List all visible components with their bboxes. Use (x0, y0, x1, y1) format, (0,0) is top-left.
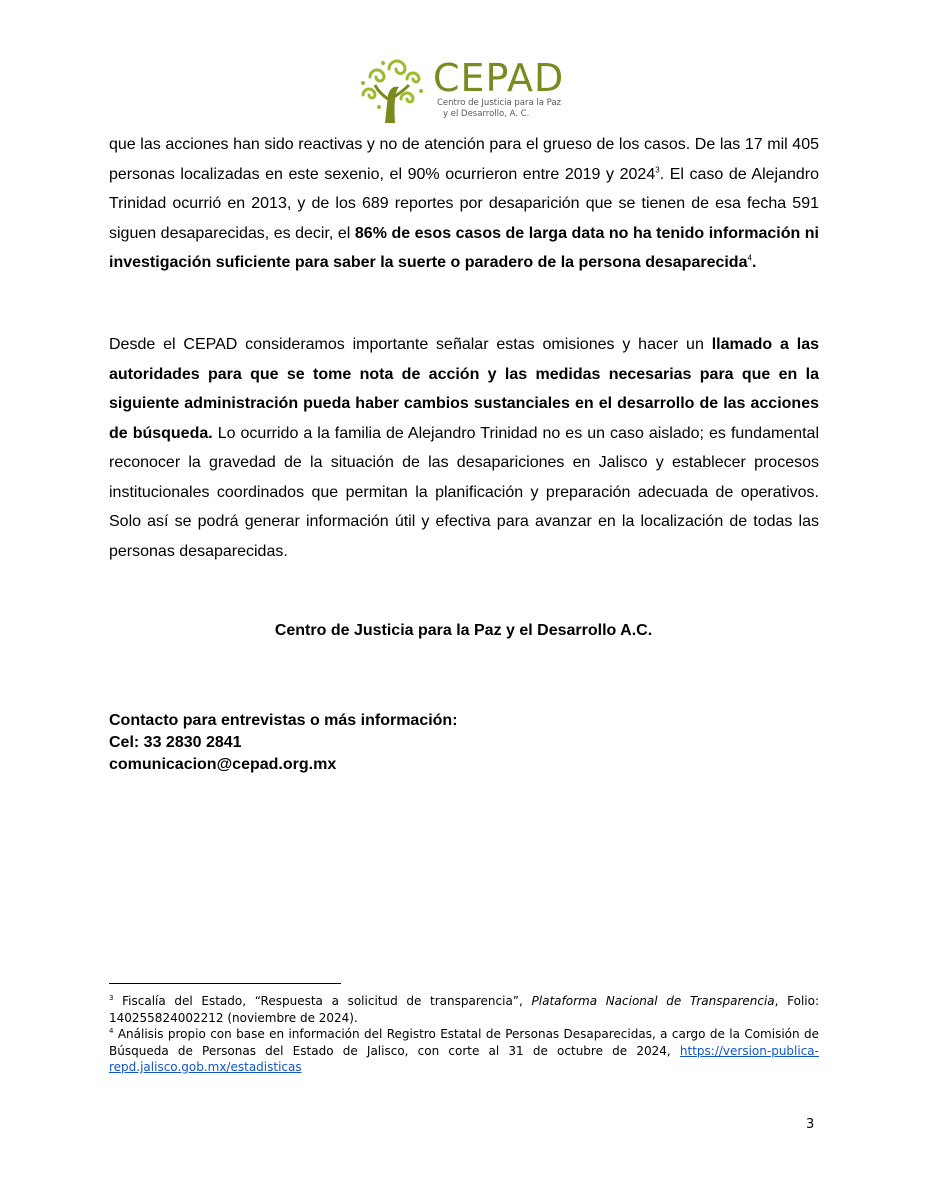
paragraph-statistics (109, 130, 819, 278)
footnote-4 (109, 1026, 819, 1076)
footnote-text: , Folio: 140255824002212 (noviembre de 2024). (109, 994, 820, 1025)
paragraph-call-to-action (109, 330, 819, 566)
organization-signature: Centro de Justicia para la Paz y el Desarrollo A.C. (274, 622, 653, 639)
footnote-3 (109, 993, 819, 1026)
footnote-text: Fiscalía del Estado, “Respuesta a solicitud de transparencia”, (113, 994, 532, 1008)
footnotes (109, 993, 819, 1076)
footnote-text: Análisis propio con base en información del Registro Estatal de Personas Desaparecidas, a cargo de la Comisión de Búsqueda de Personas del Estado de Jalisco, con corte al 31 de octubre de 2024, (109, 1027, 819, 1058)
paragraph-text: Lo ocurrido a la familia de Alejandro Trinidad no es un caso aislado; es fundamental reconocer la gravedad de la situación de las desapariciones en Jalisco y establecer procesos institucionales coordinados que permitan la planificación y preparación adecuada de operativos. Solo así se podrá generar información útil y efectiva para avanzar en la localización de todas las personas desaparecidas. (109, 424, 820, 560)
footnote-number: 4 (109, 1027, 114, 1035)
logo-subtitle (437, 98, 561, 120)
tree-spiral-icon (355, 55, 433, 125)
footnote-source-italic: Plataforma Nacional de Transparencia (531, 994, 775, 1008)
footnote-separator (109, 983, 341, 984)
contact-block (109, 710, 458, 776)
footnote-link[interactable]: https://version-publica-repd.jalisco.gob.mx/estadisticas (109, 1043, 819, 1074)
contact-phone: Cel: 33 2830 2841 (109, 734, 242, 751)
cepad-logo (355, 55, 575, 125)
logo-subtitle-line-2: y el Desarrollo, A. C. (443, 109, 530, 119)
paragraph-emphasis: 86% de esos casos de larga data no ha tenido información ni investigación suficiente para saber la suerte o paradero de la persona desaparecida (109, 224, 820, 271)
paragraph-text: Desde el CEPAD consideramos importante señalar estas omisiones y hacer un (109, 336, 712, 353)
page-number: 3 (806, 1117, 815, 1132)
footnote-reference[interactable]: 4 (747, 253, 752, 263)
footnote-reference[interactable]: 3 (655, 165, 660, 175)
contact-heading: Contacto para entrevistas o más información: (109, 712, 458, 729)
paragraph-text: . (751, 254, 757, 271)
logo-subtitle-line-1: Centro de Justicia para la Paz (437, 98, 562, 108)
paragraph-emphasis: llamado a las autoridades para que se tome nota de acción y las medidas necesarias para que en la siguiente administración pueda haber cambios sustanciales en el desarrollo de las acciones de búsqueda. (109, 336, 819, 442)
contact-email: comunicacion@cepad.org.mx (109, 756, 337, 773)
paragraph-text: . El caso de Alejandro Trinidad ocurrió en 2013, y de los 689 reportes por desaparición que se tienen de esa fecha 591 siguen desaparecidas, es decir, el (109, 165, 819, 242)
paragraph-text: que las acciones han sido reactivas y no de atención para el grueso de los casos. De las 17 mil 405 personas localizadas en este sexenio, el 90% ocurrieron entre 2019 y 2024 (109, 136, 819, 183)
footnote-number: 3 (109, 994, 114, 1002)
logo-wordmark: CEPAD (433, 56, 565, 100)
